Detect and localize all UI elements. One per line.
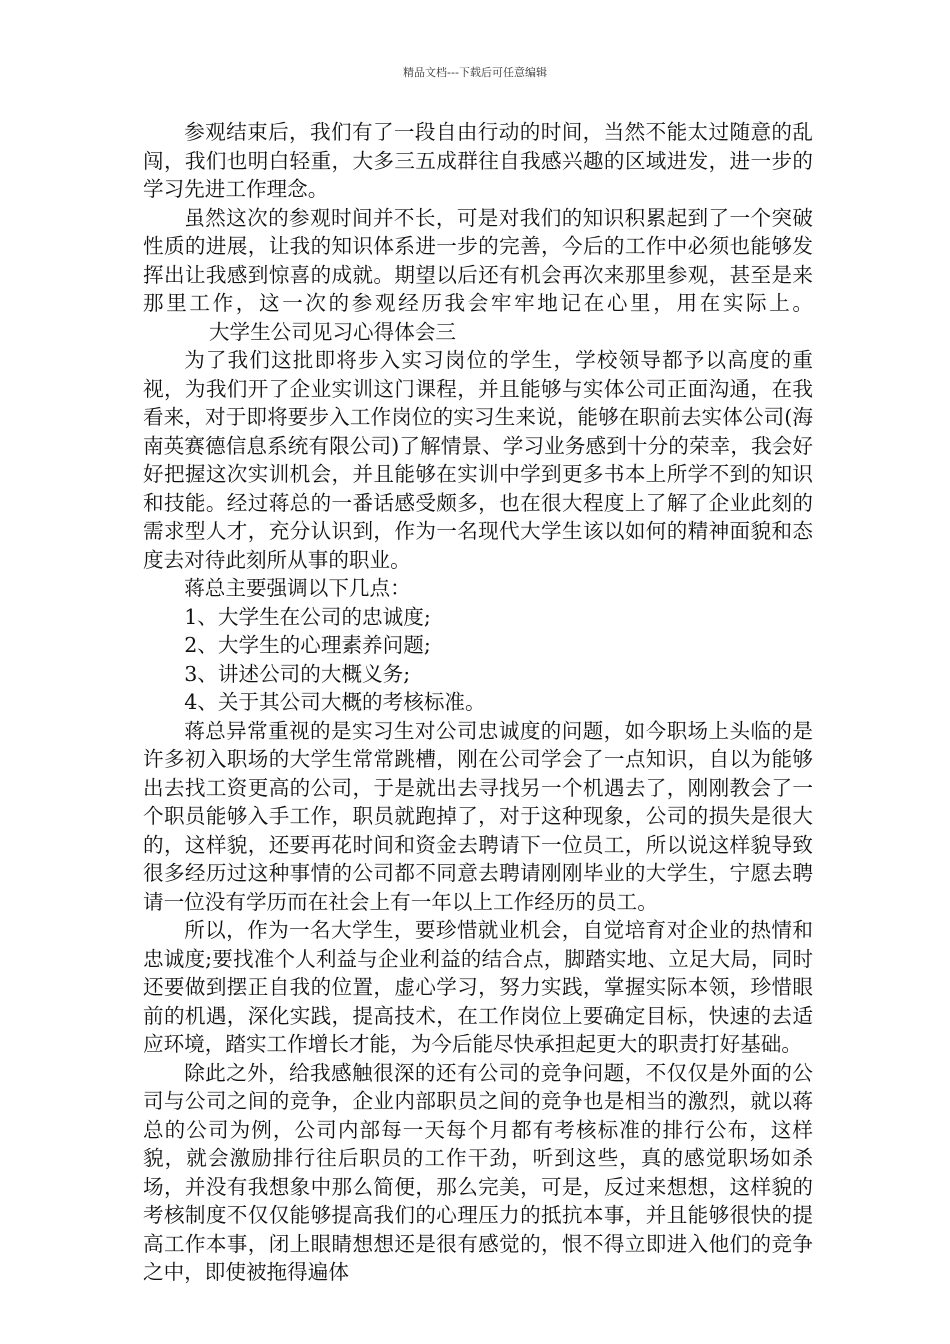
paragraph-text: 虽然这次的参观时间并不长，可是对我们的知识积累起到了一个突破性质的进展，让我的知识体系进一步的完善，今后的工作中必须也能够发挥出让我感到惊喜的成就。期望以后还有机会再次来那里参观，甚至是来那里工作，这一次的参观经历我会牢牢地记在心里，用在实际上。 bbox=[143, 205, 813, 315]
paragraph: 参观结束后，我们有了一段自由行动的时间，当然不能太过随意的乱闯，我们也明白轻重，大多三五成群往自我感兴趣的区域进发，进一步的学习先进工作理念。 bbox=[143, 120, 813, 201]
paragraph: 除此之外，给我感触很深的还有公司的竞争问题，不仅仅是外面的公司与公司之间的竞争，企业内部职员之间的竞争也是相当的激烈，就以蒋总的公司为例，公司内部每一天每个月都有考核标准的排行公布，这样貌，就会激励排行往后职员的工作干劲，听到这些，真的感觉职场如杀场，并没有我想象中那么简便，那么完美，可是，反过来想想，这样貌的考核制度不仅仅能够提高我们的心理压力的抵抗本事，并且能够很快的提高工作本事，闭上眼睛想想还是很有感觉的，恨不得立即进入他们的竞争之中，即使被拖得遍体 bbox=[143, 1060, 813, 1284]
paragraph bbox=[143, 204, 813, 347]
list-item: 4、关于其公司大概的考核标准。 bbox=[184, 690, 486, 714]
document-body bbox=[143, 118, 813, 1287]
paragraph: 为了我们这批即将步入实习岗位的学生，学校领导都予以高度的重视，为我们开了企业实训这门课程，并且能够与实体公司正面沟通，在我看来，对于即将要步入工作岗位的实习生来说，能够在职前去实体公司(海南英赛德信息系统有限公司)了解情景、学习业务感到十分的荣幸，我会好好把握这次实训机会，并且能够在实训中学到更多书本上所学不到的知识和技能。经过蒋总的一番话感受颇多，也在很大程度上了解了企业此刻的需求型人才，充分认识到，作为一名现代大学生该以如何的精神面貌和态度去对待此刻所从事的职业。 bbox=[143, 348, 813, 572]
section-title: 大学生公司见习心得体会三 bbox=[208, 319, 457, 344]
paragraph: 蒋总异常重视的是实习生对公司忠诚度的问题，如今职场上头临的是许多初入职场的大学生常常跳槽，刚在公司学会了一点知识，自以为能够出去找工资更高的公司，于是就出去寻找另一个机遇去了，刚刚教会了一个职员能够入手工作，职员就跑掉了，对于这种现象，公司的损失是很大的，这样貌，还要再花时间和资金去聘请下一位员工，所以说这样貌导致很多经历过这种事情的公司都不同意去聘请刚刚毕业的大学生，宁愿去聘请一位没有学历而在社会上有一年以上工作经历的员工。 bbox=[143, 718, 813, 914]
list-item: 2、大学生的心理素养问题; bbox=[184, 633, 431, 657]
paragraph: 蒋总主要强调以下几点： bbox=[184, 576, 411, 600]
list-item: 1、大学生在公司的忠诚度; bbox=[184, 604, 431, 629]
page-header: 精品文档---下载后可任意编辑 bbox=[403, 66, 547, 79]
list-item: 3、讲述公司的大概义务; bbox=[184, 661, 411, 686]
paragraph: 所以，作为一名大学生，要珍惜就业机会，自觉培育对企业的热情和忠诚度;要找准个人利益与企业利益的结合点，脚踏实地、立足大局，同时还要做到摆正自我的位置，虚心学习，努力实践，掌握实际本领，珍惜眼前的机遇，深化实践，提高技术，在工作岗位上要确定目标，快速的去适应环境，踏实工作增长才能，为今后能尽快承担起更大的职责打好基础。 bbox=[143, 918, 813, 1056]
